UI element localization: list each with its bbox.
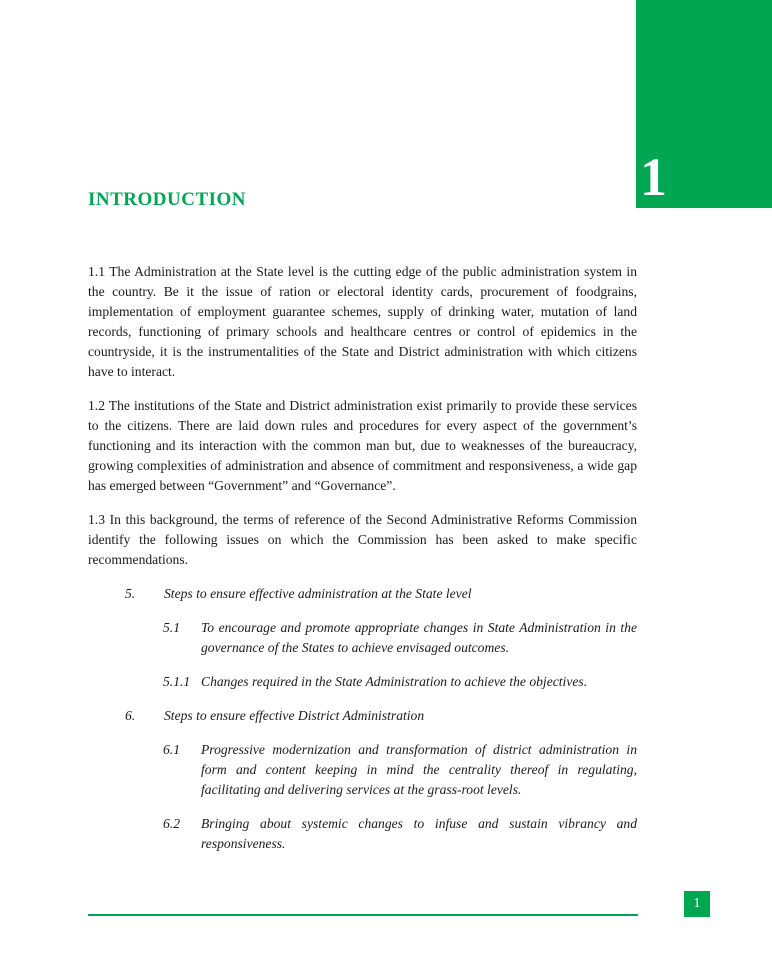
paragraph-1-1: 1.1 The Administration at the State level is the cutting edge of the public administration system in the country. Be it the issue of ration or electoral identity cards, procurement of foodgrains, implementation of employment guarantee schemes, supply of drinking water, mutation of land records, functioning of primary schools and healthcare centres or control of epidemics in the countryside, it is the instrumentalities of the State and District administration with which citizens have to interact.	[88, 264, 637, 379]
list-item	[88, 706, 637, 726]
list-item-text: Progressive modernization and transformation of district administration in form and content keeping in mind the centrality thereof in regulating, facilitating and delivering services at the grass-root levels.	[201, 742, 637, 797]
list-item-number: 5.	[125, 586, 136, 601]
chapter-number: 1	[640, 147, 667, 207]
body-text	[88, 262, 637, 868]
list-item-number: 6.	[125, 708, 136, 723]
terms-of-reference-list	[88, 584, 637, 854]
list-item-number: 6.1	[163, 742, 180, 757]
list-item-text: Changes required in the State Administration to achieve the objectives.	[201, 674, 588, 689]
list-item-number: 5.1	[163, 620, 180, 635]
list-item-text: Steps to ensure effective District Administration	[164, 708, 425, 723]
list-item-text: To encourage and promote appropriate changes in State Administration in the governance of the States to achieve envisaged outcomes.	[201, 620, 637, 655]
paragraph-1-3: 1.3 In this background, the terms of reference of the Second Administrative Reforms Commission identify the following issues on which the Commission has been asked to make specific recommendations.	[88, 512, 637, 567]
list-item	[88, 740, 637, 800]
list-item-number: 5.1.1	[163, 674, 191, 689]
list-item	[88, 584, 637, 604]
list-item-text: Bringing about systemic changes to infuse and sustain vibrancy and responsiveness.	[201, 816, 637, 851]
footer-rule	[88, 914, 638, 916]
list-item-number: 6.2	[163, 816, 180, 831]
page-title: INTRODUCTION	[88, 189, 247, 210]
chapter-banner	[636, 0, 772, 208]
paragraph-1-2: 1.2 The institutions of the State and District administration exist primarily to provide these services to the citizens. There are laid down rules and procedures for every aspect of the government’s functioning and its interaction with the common man but, due to weaknesses of the bureaucracy, growing complexities of administration and absence of commitment and responsiveness, a wide gap has emerged between “Government” and “Governance”.	[88, 398, 637, 493]
list-item-text: Steps to ensure effective administration at the State level	[164, 586, 472, 601]
page-number: 1	[684, 891, 710, 917]
list-item	[88, 618, 637, 658]
list-item	[88, 814, 637, 854]
list-item	[88, 672, 637, 692]
